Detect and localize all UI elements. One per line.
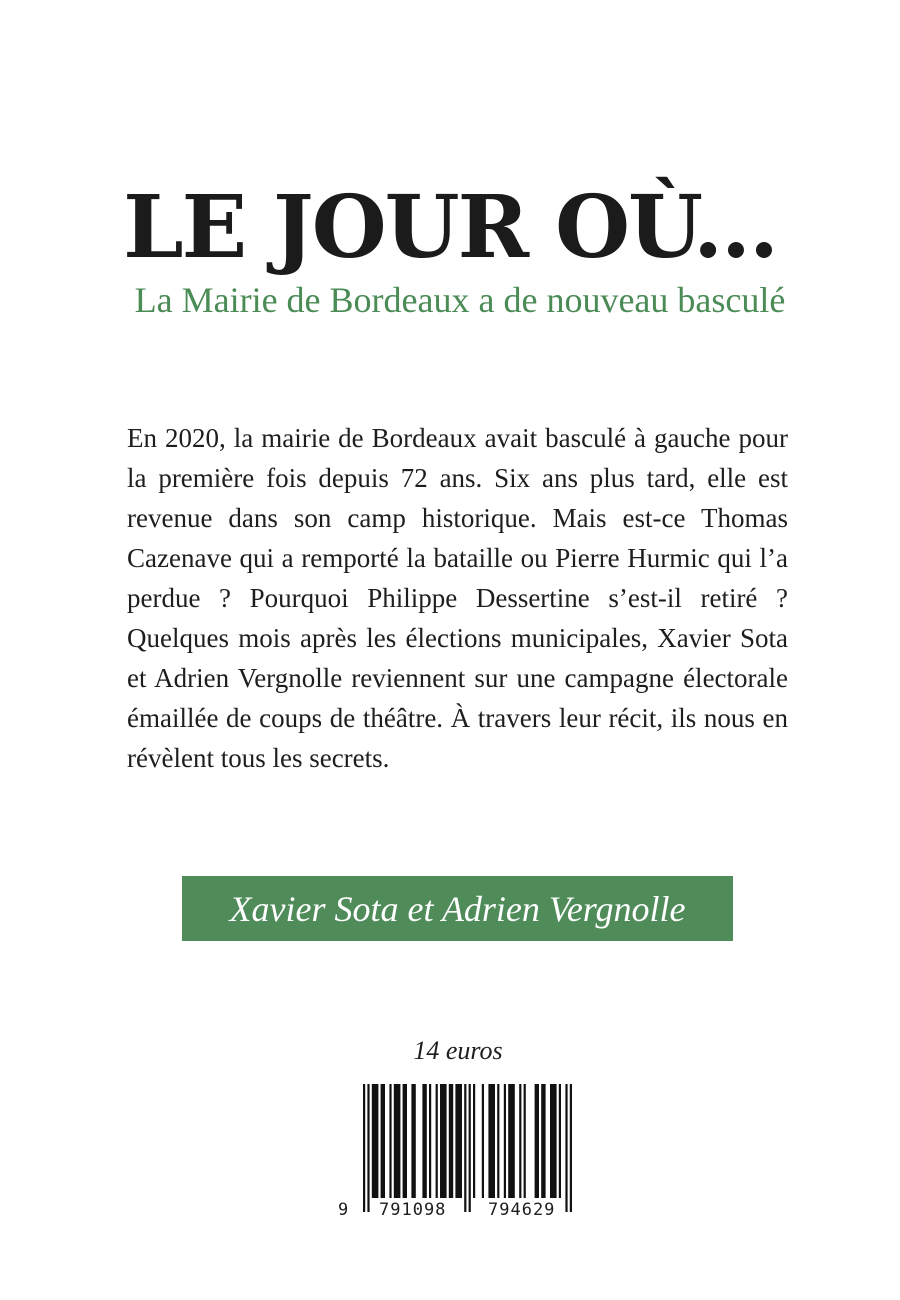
- barcode-bar: [541, 1084, 545, 1198]
- barcode-digit-first: 9: [338, 1200, 349, 1220]
- barcode-bar: [482, 1084, 484, 1198]
- back-cover-blurb: En 2020, la mairie de Bordeaux avait basculé à gauche pour la première fois depuis 72 ans. Six ans plus tard, elle est revenue dans son camp historique. Mais est-ce Thomas Cazenave qui a remporté la bataille ou Pierre Hurmic qui l’a perdue ? Pourquoi Philippe Dessertine s’est-il retiré ? Quelques mois après les élections municipales, Xavier Sota et Adrien Vergnolle reviennent sur une campagne électorale émaillée de coups de théâtre. À travers leur récit, ils nous en révèlent tous les secrets.: [127, 423, 788, 773]
- barcode-bar: [372, 1084, 379, 1198]
- barcode-guard-bar: [464, 1084, 466, 1212]
- barcode-bar: [508, 1084, 515, 1198]
- barcode-guard-bar: [363, 1084, 365, 1212]
- barcode-bar: [519, 1084, 521, 1198]
- barcode-bar: [422, 1084, 426, 1198]
- barcode-digits-right: 794629: [488, 1200, 556, 1220]
- barcode-bar: [550, 1084, 557, 1198]
- price-label: 14 euros: [413, 1036, 503, 1065]
- barcode-bar: [504, 1084, 506, 1198]
- barcode-bar: [403, 1084, 407, 1198]
- barcode-guard-bar: [565, 1084, 567, 1212]
- barcode-bar: [449, 1084, 453, 1198]
- barcode-bar: [497, 1084, 499, 1198]
- barcode-guard-bar: [367, 1084, 369, 1212]
- barcode-bar: [429, 1084, 431, 1198]
- book-subtitle: La Mairie de Bordeaux a de nouveau basculé: [134, 280, 786, 320]
- barcode-bar: [436, 1084, 438, 1198]
- barcode-bar: [455, 1084, 462, 1198]
- barcode-bar: [473, 1084, 475, 1198]
- barcode-bar: [559, 1084, 561, 1198]
- barcode-guard-bar: [570, 1084, 572, 1212]
- author-names: Xavier Sota et Adrien Vergnolle: [229, 888, 686, 929]
- barcode-bar: [488, 1084, 495, 1198]
- barcode-digits-left: 791098: [379, 1200, 447, 1220]
- barcode-bar: [535, 1084, 539, 1198]
- barcode-bar: [389, 1084, 391, 1198]
- barcode-bar: [411, 1084, 415, 1198]
- barcode-number: [330, 1196, 590, 1222]
- barcode-bar: [440, 1084, 447, 1198]
- author-banner: [182, 876, 733, 941]
- barcode-bar: [381, 1084, 385, 1198]
- book-title: LE JOUR OÙ...: [123, 177, 777, 278]
- barcode-bar: [524, 1084, 526, 1198]
- barcode-bar: [394, 1084, 401, 1198]
- barcode-guard-bar: [469, 1084, 471, 1212]
